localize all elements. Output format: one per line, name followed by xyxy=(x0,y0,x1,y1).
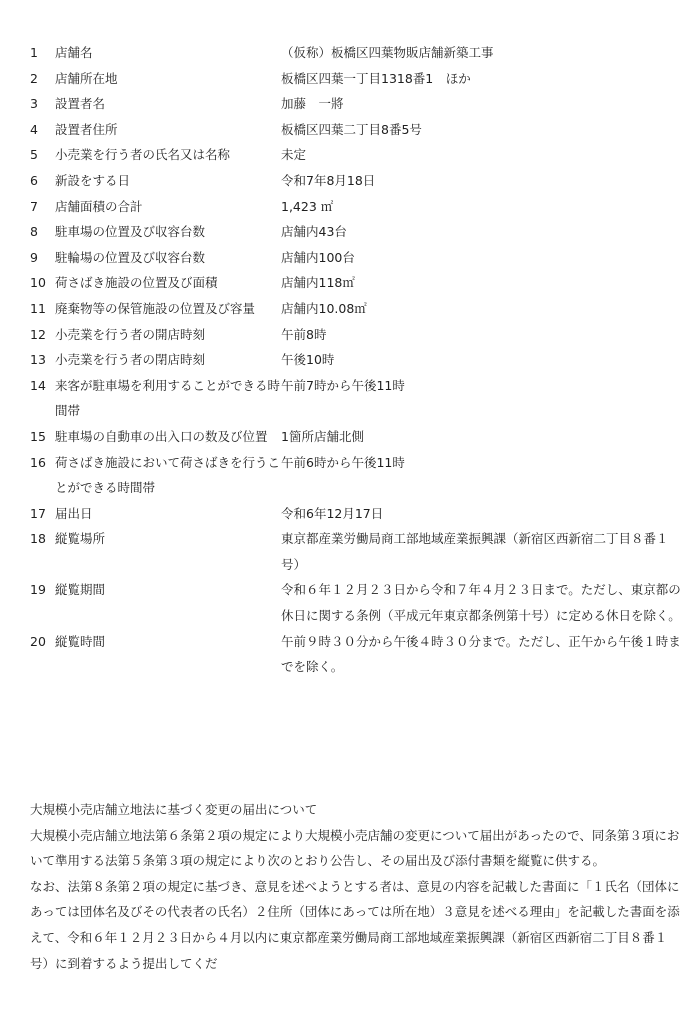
notice-item-row xyxy=(30,142,682,168)
item-num: 14 xyxy=(30,377,46,393)
notice-item-row xyxy=(30,424,682,450)
item-num: 11 xyxy=(30,300,46,316)
notice-item-row xyxy=(30,373,682,424)
item-value: 午前8時 xyxy=(281,326,327,342)
notice-item-row xyxy=(30,40,682,66)
item-label: 駐輪場の位置及び収容台数 xyxy=(55,249,206,265)
item-value: （仮称）板橋区四葉物販店舗新築工事 xyxy=(281,45,494,60)
item-num: 2 xyxy=(30,70,38,86)
item-num: 19 xyxy=(30,582,46,598)
item-label: 荷さばき施設の位置及び面積 xyxy=(55,275,218,291)
item-label: 設置者名 xyxy=(55,96,106,112)
notice-item-row xyxy=(30,245,682,271)
notice-item-row xyxy=(30,347,682,373)
item-label: 小売業を行う者の氏名又は名称 xyxy=(55,147,231,163)
notice-item-row xyxy=(30,629,682,680)
item-label: 届出日 xyxy=(55,505,93,521)
notice-item-row xyxy=(30,194,682,220)
notice-item-row xyxy=(30,66,682,92)
notice-item-row xyxy=(30,270,682,296)
item-label: 縦覧期間 xyxy=(55,582,106,598)
notice-item-row xyxy=(30,296,682,322)
notice-paragraph-1: 大規模小売店舗立地法第６条第２項の規定により大規模小売店舗の変更について届出があったので、同条第３項において準用する法第５条第３項の規定により次のとおり公告し、その届出及び添付書類を縦覧に供する。 xyxy=(30,827,680,869)
item-label: 店舗名 xyxy=(55,45,93,60)
item-value: 加藤 一將 xyxy=(281,96,344,112)
item-value: 令和６年１２月２３日から令和７年４月２３日まで。ただし、東京都の休日に関する条例（平成元年東京都条例第十号）に定める休日を除く。 xyxy=(281,582,681,624)
item-label: 来客が駐車場を利用することができる時間帯 xyxy=(55,377,281,419)
item-label: 廃棄物等の保管施設の位置及び容量 xyxy=(55,300,256,316)
item-label: 小売業を行う者の開店時刻 xyxy=(55,326,206,342)
item-value: 1,423 ㎡ xyxy=(281,198,334,214)
item-label: 縦覧時間 xyxy=(55,633,106,649)
notice-item-row xyxy=(30,577,682,628)
item-value: 店舗内43台 xyxy=(281,224,347,240)
item-num: 8 xyxy=(30,224,38,240)
item-num: 18 xyxy=(30,531,46,547)
item-num: 7 xyxy=(30,198,38,214)
item-num: 5 xyxy=(30,147,38,163)
notice-paragraph-2: なお、法第８条第２項の規定に基づき、意見を述べようとする者は、意見の内容を記載した書面に「１氏名（団体にあっては団体名及びその代表者の氏名）２住所（団体にあっては所在地）３意見を述べる理由」を記載した書面を添えて、令和６年１２月２３日から４月以内に東京都産業労働局商工部地域産業振興課（新宿区西新宿二丁目８番１号）に到着するよう提出してくだ xyxy=(30,878,680,971)
notice-item-row xyxy=(30,450,682,501)
item-value: 1箇所店舗北側 xyxy=(281,428,364,444)
item-value: 午後10時 xyxy=(281,352,335,368)
notice-item-row xyxy=(30,501,682,527)
item-label: 新設をする日 xyxy=(55,172,131,188)
item-label: 店舗面積の合計 xyxy=(55,198,143,214)
item-value: 令和7年8月18日 xyxy=(281,172,376,188)
item-num: 3 xyxy=(30,96,38,112)
item-value: 午前９時３０分から午後４時３０分まで。ただし、正午から午後１時までを除く。 xyxy=(281,633,681,675)
notice-heading: 大規模小売店舗立地法に基づく変更の届出について xyxy=(30,802,318,817)
notice-item-row xyxy=(30,168,682,194)
item-value: 店舗内100台 xyxy=(281,249,355,265)
item-value: 東京都産業労働局商工部地域産業振興課（新宿区西新宿二丁目８番１号） xyxy=(281,531,669,572)
item-label: 駐車場の自動車の出入口の数及び位置 xyxy=(55,428,268,444)
item-num: 12 xyxy=(30,326,46,342)
item-num: 6 xyxy=(30,172,38,188)
item-num: 20 xyxy=(30,633,46,649)
notice-item-row xyxy=(30,91,682,117)
item-value: 未定 xyxy=(281,147,307,163)
item-num: 10 xyxy=(30,275,46,291)
item-label: 設置者住所 xyxy=(55,121,118,137)
item-num: 1 xyxy=(30,45,38,60)
item-num: 17 xyxy=(30,505,46,521)
item-value: 板橋区四葉二丁目8番5号 xyxy=(281,121,422,137)
item-label: 小売業を行う者の閉店時刻 xyxy=(55,352,206,368)
item-value: 板橋区四葉一丁目1318番1 ほか xyxy=(281,70,471,86)
item-value: 令和6年12月17日 xyxy=(281,505,384,521)
item-num: 9 xyxy=(30,249,38,265)
item-label: 縦覧場所 xyxy=(55,531,106,547)
item-value: 店舗内10.08㎡ xyxy=(281,300,367,316)
notice-item-row xyxy=(30,117,682,143)
item-value: 午前6時から午後11時 xyxy=(281,454,405,470)
change-notice xyxy=(30,797,682,976)
item-num: 16 xyxy=(30,454,46,470)
item-label: 駐車場の位置及び収容台数 xyxy=(55,224,206,240)
item-value: 店舗内118㎡ xyxy=(281,275,355,291)
notice-item-row xyxy=(30,526,682,577)
notice-item-list xyxy=(30,40,682,680)
item-label: 荷さばき施設において荷さばきを行うことができる時間帯 xyxy=(55,454,281,496)
item-num: 13 xyxy=(30,352,46,368)
item-num: 4 xyxy=(30,121,38,137)
item-value: 午前7時から午後11時 xyxy=(281,377,405,393)
item-label: 店舗所在地 xyxy=(55,70,118,86)
notice-item-row xyxy=(30,322,682,348)
item-num: 15 xyxy=(30,428,46,444)
notice-item-row xyxy=(30,219,682,245)
